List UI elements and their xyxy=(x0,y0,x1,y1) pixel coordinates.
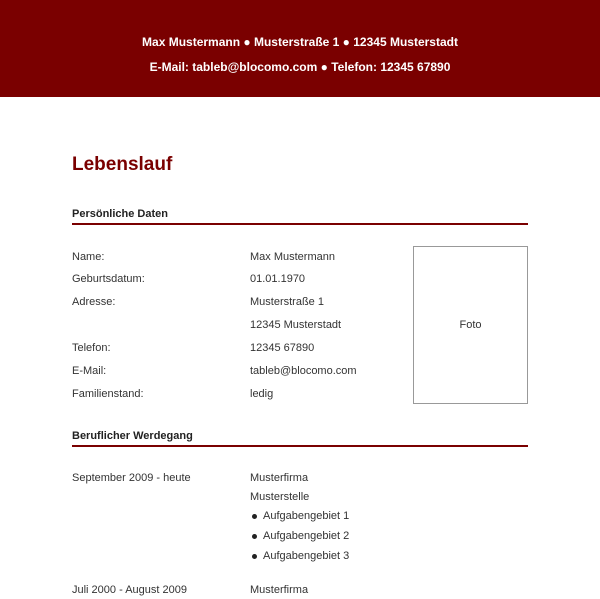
job-2-company: Musterfirma xyxy=(250,584,309,596)
job-1-position: Musterstelle xyxy=(250,491,310,503)
photo-label: Foto xyxy=(459,319,482,331)
task-text: Aufgabengebiet 1 xyxy=(263,510,350,522)
task-text: Aufgabengebiet 3 xyxy=(263,550,350,562)
marital-status-label: Familienstand: xyxy=(72,388,144,400)
header-address-line: Max Mustermann ● Musterstraße 1 ● 12345 Musterstadt xyxy=(142,35,458,49)
address-street: Musterstraße 1 xyxy=(250,296,324,308)
bullet-icon xyxy=(252,534,257,539)
job-1-period: September 2009 - heute xyxy=(72,472,191,484)
task-text: Aufgabengebiet 2 xyxy=(263,530,350,542)
phone-label: Telefon: xyxy=(72,342,111,354)
bullet-icon xyxy=(252,514,257,519)
address-label: Adresse: xyxy=(72,296,116,308)
contact-header xyxy=(0,0,600,97)
section-heading-career: Beruflicher Werdegang xyxy=(72,430,528,447)
job-1-task-list xyxy=(250,510,349,570)
bullet-icon xyxy=(252,554,257,559)
email-label: E-Mail: xyxy=(72,365,107,377)
list-item xyxy=(250,550,349,570)
address-city: 12345 Musterstadt xyxy=(250,319,342,331)
header-contact-line: E-Mail: tableb@blocomo.com ● Telefon: 12345 67890 xyxy=(149,60,451,74)
job-1-company: Musterfirma xyxy=(250,472,309,484)
phone-value: 12345 67890 xyxy=(250,342,315,354)
list-item xyxy=(250,510,349,530)
email-value: tableb@blocomo.com xyxy=(250,365,357,377)
section-heading-personal: Persönliche Daten xyxy=(72,208,528,225)
marital-status-value: ledig xyxy=(250,388,274,400)
photo-placeholder xyxy=(413,246,528,404)
document-title: Lebenslauf xyxy=(72,154,173,175)
list-item xyxy=(250,530,349,550)
name-value: Max Mustermann xyxy=(250,251,335,263)
name-label: Name: xyxy=(72,251,105,263)
job-2-period: Juli 2000 - August 2009 xyxy=(72,584,187,596)
birthdate-label: Geburtsdatum: xyxy=(72,273,145,285)
birthdate-value: 01.01.1970 xyxy=(250,273,306,285)
